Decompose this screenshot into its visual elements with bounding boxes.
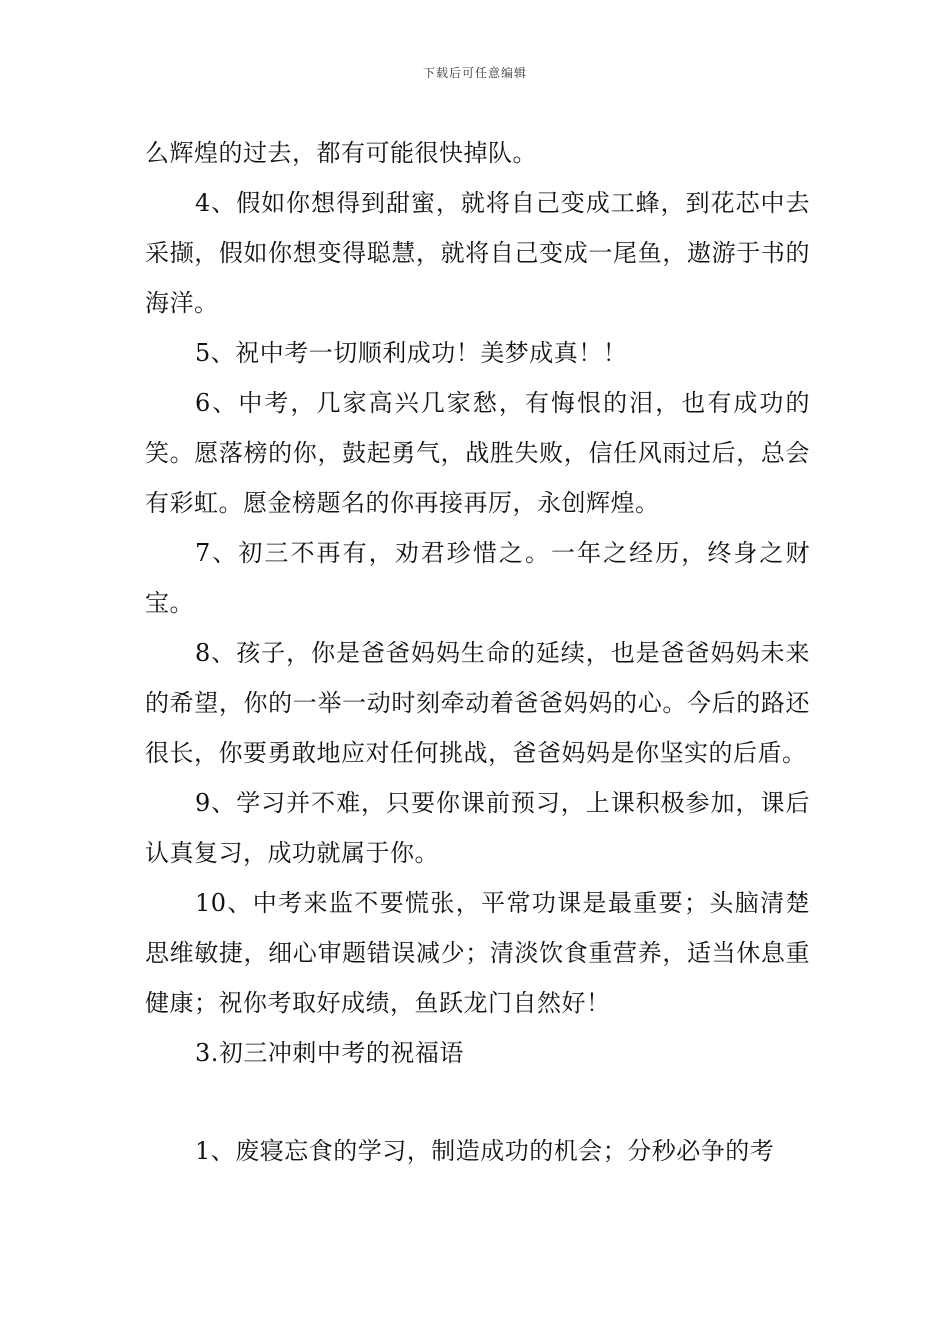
paragraph: 4、假如你想得到甜蜜，就将自己变成工蜂，到花芯中去采撷，假如你想变得聪慧，就将自己变成一尾鱼，遨游于书的海洋。 bbox=[145, 189, 810, 317]
paragraph: 么辉煌的过去，都有可能很快掉队。 bbox=[145, 139, 537, 167]
blank-line bbox=[145, 1078, 810, 1126]
section-heading: 3.初三冲刺中考的祝福语 bbox=[195, 1039, 464, 1067]
paragraph: 8、孩子，你是爸爸妈妈生命的延续，也是爸爸妈妈未来的希望，你的一举一动时刻牵动着爸爸妈妈的心。今后的路还很长，你要勇敢地应对任何挑战，爸爸妈妈是你坚实的后盾。 bbox=[145, 639, 810, 767]
document-body bbox=[145, 128, 810, 1176]
paragraph: 1、废寝忘食的学习，制造成功的机会；分秒必争的考 bbox=[195, 1137, 775, 1165]
paragraph: 5、祝中考一切顺利成功！美梦成真！！ bbox=[195, 339, 628, 367]
paragraph: 10、中考来监不要慌张，平常功课是最重要；头脑清楚思维敏捷，细心审题错误减少；清淡饮食重营养，适当休息重健康；祝你考取好成绩，鱼跃龙门自然好！ bbox=[145, 889, 810, 1017]
paragraph: 6、中考，几家高兴几家愁，有悔恨的泪，也有成功的笑。愿落榜的你，鼓起勇气，战胜失败，信任风雨过后，总会有彩虹。愿金榜题名的你再接再厉，永创辉煌。 bbox=[145, 389, 810, 517]
paragraph: 9、学习并不难，只要你课前预习，上课积极参加，课后认真复习，成功就属于你。 bbox=[145, 789, 810, 867]
paragraph: 7、初三不再有，劝君珍惜之。一年之经历，终身之财宝。 bbox=[145, 539, 810, 617]
page-header: 下载后可任意编辑 bbox=[422, 66, 527, 80]
